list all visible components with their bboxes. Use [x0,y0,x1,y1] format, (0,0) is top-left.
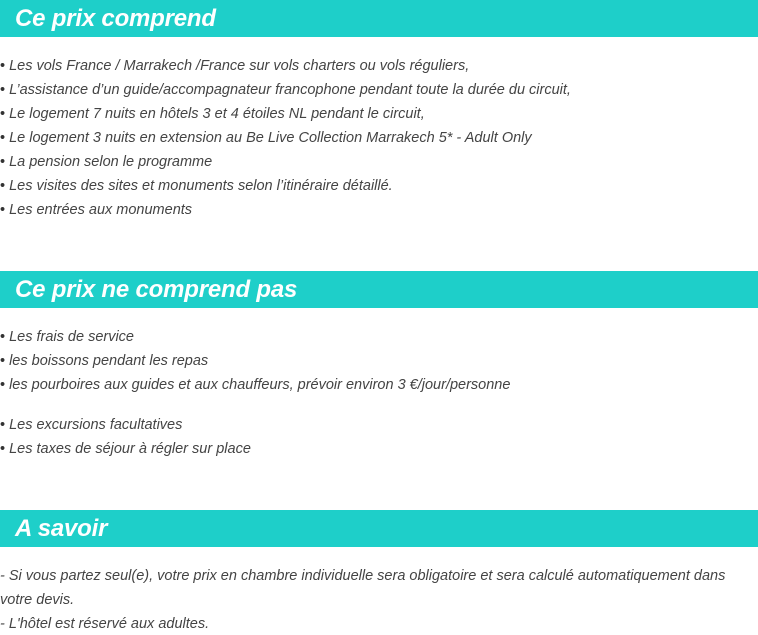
list-item: • L’assistance d’un guide/accompagnateur francophone pendant toute la durée du circuit, [0,82,571,98]
note-adults-only: - L'hôtel est réservé aux adultes. [0,616,210,632]
section-header-included: Ce prix comprend [0,0,758,37]
bullet: • [0,130,6,146]
list-item: • Les frais de service [0,329,134,345]
list-item: • Les vols France / Marrakech /France sur vols charters ou vols réguliers, [0,58,470,74]
bullet: • [0,178,6,194]
not-included-list-extra [0,413,758,461]
list-item: • Les taxes de séjour à régler sur place [0,441,251,457]
bullet: • [0,58,6,74]
section-header-good-to-know: A savoir [0,510,758,547]
list-item: • les boissons pendant les repas [0,353,209,369]
list-item: • La pension selon le programme [0,154,213,170]
bullet: • [0,202,6,218]
bullet: • [0,82,6,98]
note-single-room: - Si vous partez seul(e), votre prix en chambre individuelle sera obligatoire et sera calculé automatiquement dans votre devis. [0,568,726,608]
list-item: • les pourboires aux guides et aux chauffeurs, prévoir environ 3 €/jour/personne [0,377,511,393]
bullet: • [0,377,6,393]
bullet: • [0,154,6,170]
list-item: • Le logement 3 nuits en extension au Be Live Collection Marrakech 5* - Adult Only [0,130,532,146]
bullet: • [0,329,6,345]
section-header-not-included: Ce prix ne comprend pas [0,271,758,308]
bullet: • [0,353,6,369]
bullet: • [0,441,6,457]
list-item: • Les entrées aux monuments [0,202,193,218]
not-included-list [0,325,758,397]
included-list [0,54,758,222]
bullet: • [0,417,6,433]
list-item: • Le logement 7 nuits en hôtels 3 et 4 étoiles NL pendant le circuit, [0,106,425,122]
list-item: • Les excursions facultatives [0,417,183,433]
bullet: • [0,106,6,122]
list-item: • Les visites des sites et monuments selon l’itinéraire détaillé. [0,178,393,194]
